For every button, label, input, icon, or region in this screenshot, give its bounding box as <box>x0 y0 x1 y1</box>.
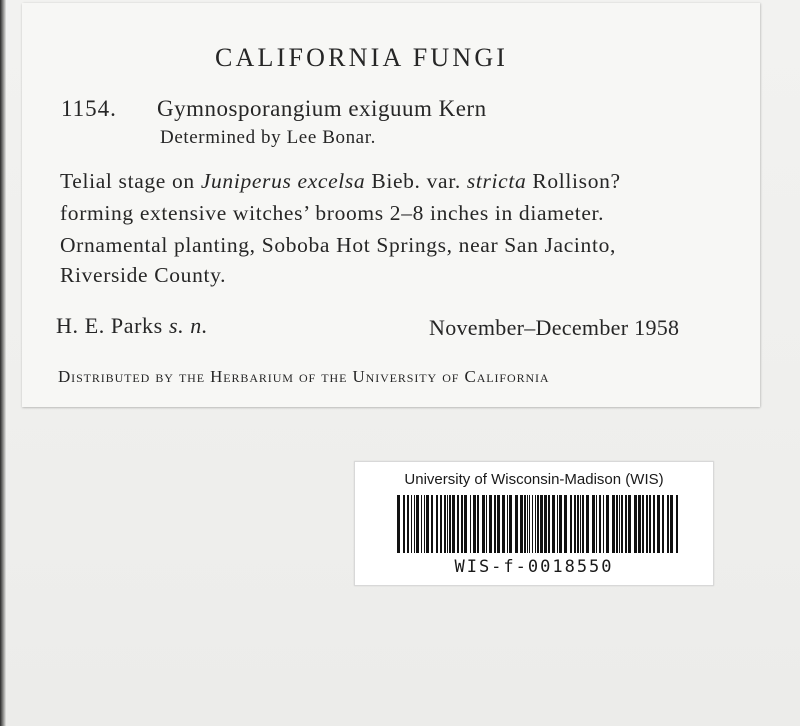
collection-date: November–December 1958 <box>429 315 680 340</box>
collector-number: s. n. <box>168 313 208 338</box>
exsiccata-number: 1154. <box>61 96 117 121</box>
barcode-label <box>354 461 714 586</box>
collector-name: H. E. Parks <box>56 313 163 338</box>
host-name: Juniperus excelsa <box>200 169 366 193</box>
description-line-1 <box>60 169 621 194</box>
collector <box>56 313 208 339</box>
determiner: Determined by Lee Bonar. <box>160 127 376 148</box>
description-text: Telial stage on <box>60 169 201 193</box>
description-text: Bieb. var. <box>365 169 467 193</box>
institution-name: University of Wisconsin-Madison (WIS) <box>404 471 664 488</box>
catalog-number: WIS-f-0018550 <box>454 557 614 577</box>
species-name: Gymnosporangium exiguum Kern <box>157 96 487 121</box>
description-line-2: forming extensive witches’ brooms 2–8 inches in diameter. <box>60 201 605 225</box>
barcode-image <box>397 495 679 553</box>
description-line-4: Riverside County. <box>60 263 227 287</box>
collection-title: CALIFORNIA FUNGI <box>215 43 509 72</box>
distributor-line: Distributed by the Herbarium of the University of California <box>58 367 550 386</box>
description-line-3: Ornamental planting, Soboba Hot Springs, near San Jacinto, <box>60 233 616 257</box>
host-variety: stricta <box>466 169 527 193</box>
specimen-label <box>22 3 760 407</box>
description-text: Rollison? <box>526 169 621 193</box>
sheet-edge-shadow <box>0 0 6 726</box>
